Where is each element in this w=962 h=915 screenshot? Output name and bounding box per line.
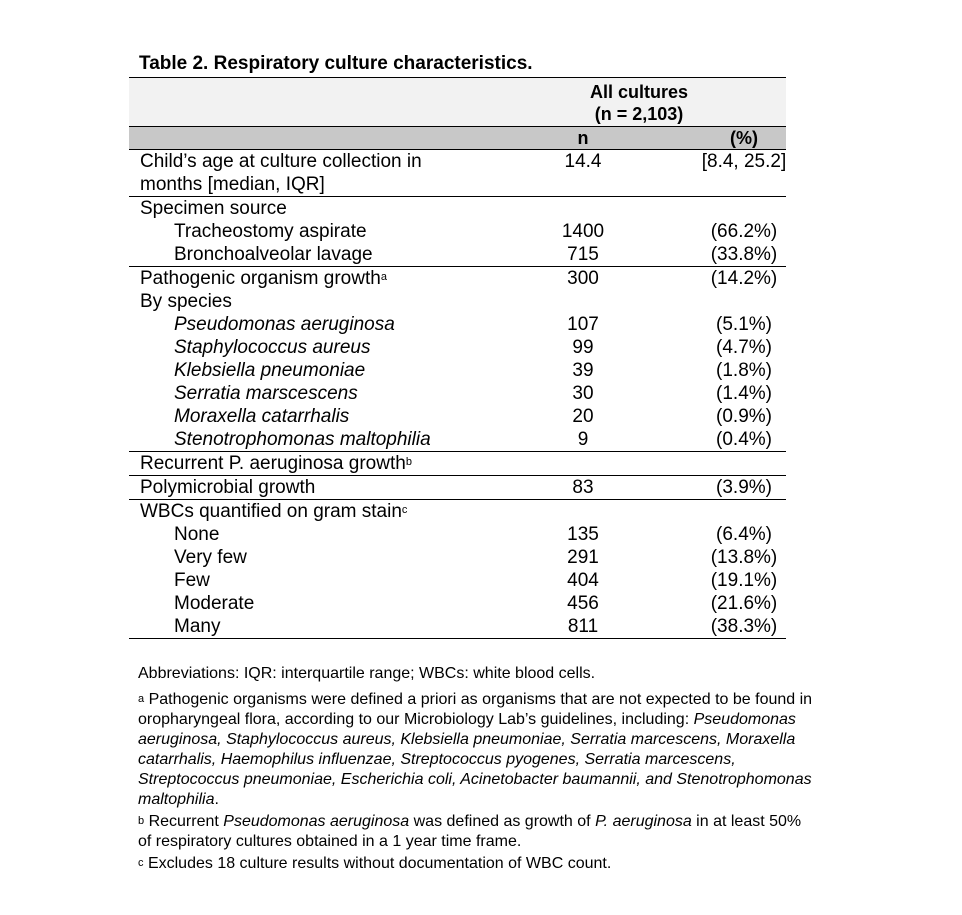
- row-pct: (21.6%): [710, 593, 778, 614]
- table-row: [129, 451, 786, 475]
- footnote-marker: a: [380, 271, 387, 283]
- row-label: Few: [174, 570, 210, 591]
- table-row: [129, 290, 786, 313]
- row-label: Polymicrobial growth: [140, 477, 316, 498]
- footnote-marker: c: [401, 504, 408, 516]
- row-label-group: [140, 452, 412, 475]
- table-row: [129, 615, 786, 639]
- row-label: Pseudomonas aeruginosa: [174, 314, 395, 335]
- table-row: [129, 336, 786, 359]
- table-row: [129, 196, 786, 220]
- row-label-group: [140, 267, 387, 290]
- row-label: Moraxella catarrhalis: [174, 406, 350, 427]
- table-row: [129, 359, 786, 382]
- table-footnotes: [138, 664, 818, 876]
- row-n: 811: [567, 616, 599, 637]
- row-label: Tracheostomy aspirate: [174, 221, 367, 242]
- table-row: [129, 523, 786, 546]
- row-pct: (66.2%): [710, 221, 778, 242]
- row-pct: (38.3%): [710, 616, 778, 637]
- col-header-n: n: [577, 128, 589, 148]
- table-row: [129, 499, 786, 523]
- row-n: 14.4: [564, 151, 602, 172]
- table-row: [129, 220, 786, 243]
- row-label: Bronchoalveolar lavage: [174, 244, 373, 265]
- table-row: [129, 592, 786, 615]
- footnote-a-text: Pathogenic organisms were defined a priori as organisms that are not expected to be found in oropharyngeal flora, according to our Microbiology Lab’s guidelines, including:: [138, 691, 813, 728]
- table-row: [129, 569, 786, 592]
- row-label: Stenotrophomonas maltophilia: [174, 429, 431, 450]
- row-n: 404: [567, 570, 599, 591]
- footnote-a: [138, 690, 818, 810]
- row-label: None: [174, 524, 220, 545]
- culture-table: [129, 77, 786, 639]
- row-pct: (3.9%): [716, 477, 772, 498]
- row-pct: (0.4%): [716, 429, 772, 450]
- row-n: 99: [572, 337, 594, 358]
- row-label: Very few: [174, 547, 247, 568]
- footnote-c-text: Excludes 18 culture results without documentation of WBC count.: [143, 855, 612, 872]
- row-pct: (4.7%): [716, 337, 772, 358]
- row-n: 39: [572, 360, 594, 381]
- footnote-a-organisms: Pseudomonas aeruginosa, Staphylococcus aureus, Klebsiella pneumoniae, Serratia marcescens, Moraxella catarrhalis, Haemophilus influenzae, Streptococcus pyogenes, Serratia marcescens, Streptococcus pneumoniae, Escherichia coli, Acinetobacter baumannii, and Stenotrophomonas maltophilia: [138, 711, 812, 808]
- row-n: 300: [567, 268, 599, 289]
- row-label: Many: [174, 616, 221, 637]
- table-subheader: [129, 126, 786, 149]
- footnote-b: [138, 812, 818, 852]
- table-row: [129, 546, 786, 569]
- row-n: 135: [567, 524, 599, 545]
- table-row: [129, 243, 786, 266]
- footnote-marker: b: [405, 456, 412, 468]
- row-n: 20: [572, 406, 594, 427]
- row-label: Klebsiella pneumoniae: [174, 360, 366, 381]
- row-pct: (1.8%): [716, 360, 772, 381]
- table-row: [129, 475, 786, 499]
- footnote-a-end: .: [214, 791, 219, 808]
- table-row: [129, 428, 786, 451]
- row-pct: (19.1%): [710, 570, 778, 591]
- row-pct: (1.4%): [716, 383, 772, 404]
- row-n: 291: [567, 547, 599, 568]
- row-label: Child’s age at culture collection in months [median, IQR]: [140, 151, 422, 195]
- table-row: [129, 313, 786, 336]
- row-n: 456: [567, 593, 599, 614]
- col-header-pct: (%): [730, 128, 758, 148]
- row-label: Recurrent P. aeruginosa growth: [140, 453, 406, 474]
- table-row: [129, 149, 786, 196]
- row-pct: (33.8%): [710, 244, 778, 265]
- footnote-b-text-1: Recurrent: [144, 813, 224, 830]
- row-n: 83: [572, 477, 594, 498]
- row-n: 107: [567, 314, 599, 335]
- row-label: Serratia marscescens: [174, 383, 358, 404]
- header-group-count: (n = 2,103): [594, 104, 684, 124]
- footnote-b-italic-1: Pseudomonas aeruginosa: [223, 813, 410, 830]
- footnote-marker: b: [138, 815, 145, 827]
- table-header: [129, 77, 786, 126]
- abbreviations-note: Abbreviations: IQR: interquartile range; WBCs: white blood cells.: [138, 665, 596, 682]
- header-group-label: All cultures: [589, 82, 689, 102]
- footnote-marker: a: [138, 693, 145, 705]
- footnote-b-text-3: in at least 50% of respiratory cultures obtained in a 1 year time frame.: [138, 813, 802, 850]
- row-label: Moderate: [174, 593, 255, 614]
- table-title: Table 2. Respiratory culture characteristics.: [139, 53, 533, 74]
- row-label-group: [140, 500, 407, 523]
- row-pct: (5.1%): [716, 314, 772, 335]
- row-label: Specimen source: [140, 198, 287, 219]
- footnote-c: [138, 854, 818, 874]
- row-pct: [8.4, 25.2]: [701, 151, 787, 172]
- row-pct: (0.9%): [716, 406, 772, 427]
- row-n: 715: [567, 244, 599, 265]
- table-row: [129, 405, 786, 428]
- footnote-b-text-2: was defined as growth of: [409, 813, 596, 830]
- row-pct: (6.4%): [716, 524, 772, 545]
- footnote-marker: c: [138, 857, 144, 869]
- table-row: [129, 266, 786, 290]
- row-pct: (14.2%): [710, 268, 778, 289]
- row-label: By species: [140, 291, 232, 312]
- row-n: 9: [577, 429, 589, 450]
- footnote-b-italic-2: P. aeruginosa: [595, 813, 692, 830]
- row-label: Staphylococcus aureus: [174, 337, 371, 358]
- row-label: WBCs quantified on gram stain: [140, 501, 402, 522]
- table-row: [129, 382, 786, 405]
- row-pct: (13.8%): [710, 547, 778, 568]
- row-n: 30: [572, 383, 594, 404]
- row-n: 1400: [561, 221, 605, 242]
- row-label: Pathogenic organism growth: [140, 268, 381, 289]
